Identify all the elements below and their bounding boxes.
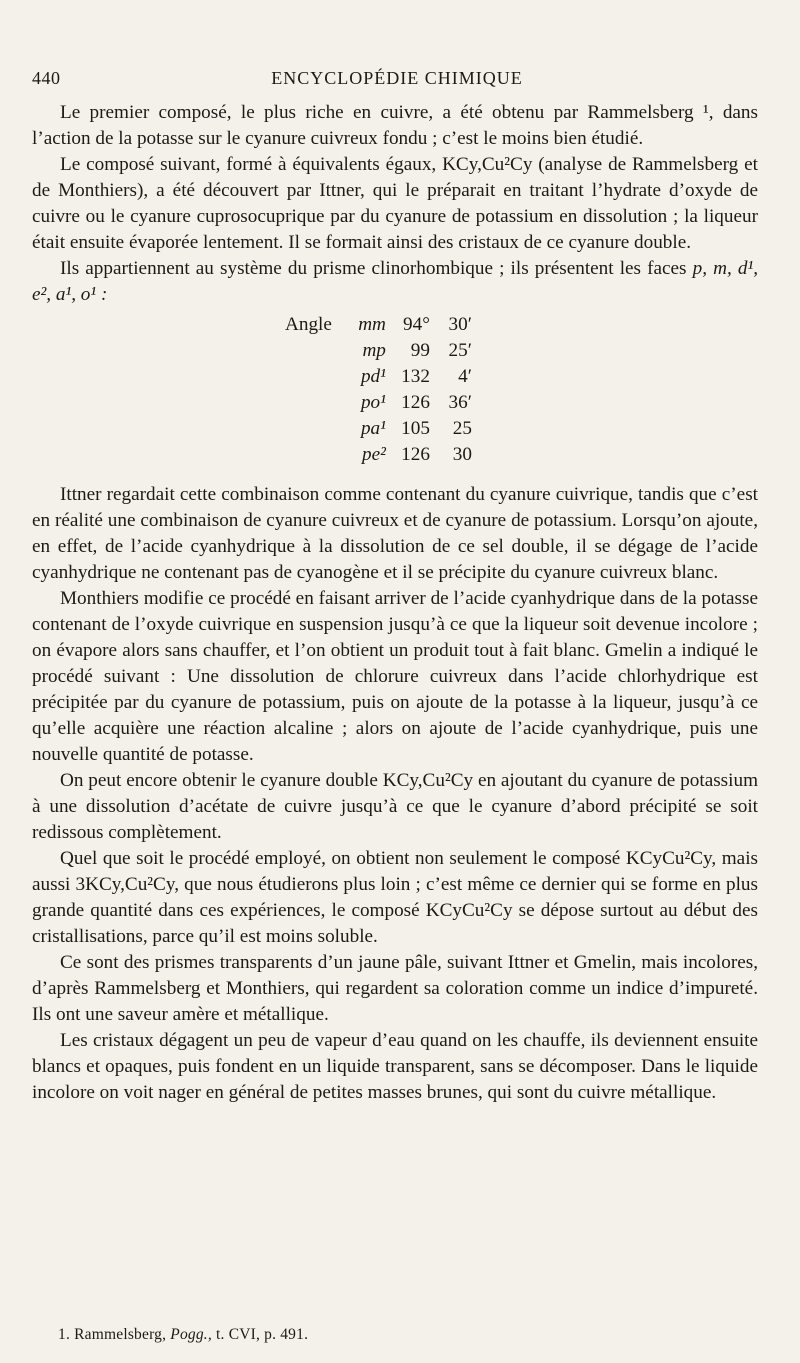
angle-degrees: 132: [401, 366, 430, 387]
angle-degrees: 105: [401, 418, 430, 439]
angle-face: pe²: [362, 444, 386, 465]
angle-face: mp: [362, 340, 386, 361]
angle-minutes: 25′: [448, 340, 472, 361]
running-header: [32, 68, 762, 94]
angle-label: [285, 390, 332, 416]
angle-label: [285, 338, 332, 364]
angle-row: [285, 338, 472, 364]
crystal-faces: p, m, d¹, e², a¹, o¹ :: [32, 258, 759, 305]
angle-row: [285, 312, 472, 338]
paragraph-3: [32, 256, 758, 308]
angle-degrees: 99: [410, 340, 430, 361]
angle-face: pd¹: [360, 366, 386, 387]
running-title: ENCYCLOPÉDIE CHIMIQUE: [271, 68, 523, 88]
angle-face: mm: [358, 314, 386, 335]
paragraph-2: Le composé suivant, formé à équivalents égaux, KCy,Cu²Cy (analyse de Rammelsberg et de Monthiers), a été découvert par Ittner, qui le préparait en traitant l’hydrate d’oxyde de cuivre ou le cyanure cuprosocuprique par du cyanure de potassium en dissolution ; la liqueur était ensuite évaporée lentement. Il se formait ainsi des cristaux de ce cyanure double.: [32, 154, 758, 253]
angle-minutes: 36′: [448, 392, 472, 413]
angle-minutes: 30: [452, 444, 472, 465]
paragraph-6: On peut encore obtenir le cyanure double KCy,Cu²Cy en ajoutant du cyanure de potassium à une dissolution d’acétate de cuivre jusqu’à ce que le cyanure d’abord précipité se soit redissous complètement.: [32, 770, 758, 843]
angle-row: [285, 416, 472, 442]
angle-degrees: 94°: [403, 314, 430, 335]
angle-degrees: 126: [401, 444, 430, 465]
footnote: [58, 1326, 308, 1344]
paragraph-1: Le premier composé, le plus riche en cuivre, a été obtenu par Rammelsberg ¹, dans l’action de la potasse sur le cyanure cuivreux fondu ; c’est le moins bien étudié.: [32, 102, 758, 149]
footnote-marker: 1.: [58, 1326, 71, 1343]
angle-minutes: 4′: [458, 366, 472, 387]
paragraph-9: Les cristaux dégagent un peu de vapeur d’eau quand on les chauffe, ils deviennent ensuite blancs et opaques, puis fondent en un liquide transparent, sans se décomposer. Dans le liquide incolore on voit nager en général de petites masses brunes, qui sont du cuivre métallique.: [32, 1030, 758, 1103]
angle-label: [285, 416, 332, 442]
body-text: [32, 100, 758, 1106]
footnote-journal: Pogg.,: [170, 1326, 212, 1343]
angle-face: po¹: [360, 392, 386, 413]
angle-table: [285, 312, 472, 468]
angle-label: Angle: [285, 314, 332, 335]
angle-label: [285, 442, 332, 468]
angle-degrees: 126: [401, 392, 430, 413]
angle-row: [285, 442, 472, 468]
angle-face: pa¹: [360, 418, 386, 439]
paragraph-7: Quel que soit le procédé employé, on obtient non seulement le composé KCyCu²Cy, mais aussi 3KCy,Cu²Cy, que nous étudierons plus loin ; c’est même ce dernier qui se forme en plus grande quantité dans ces expériences, le composé KCyCu²Cy se dépose surtout au début des cristallisations, parce qu’il est moins soluble.: [32, 848, 758, 947]
footnote-author: Rammelsberg,: [74, 1326, 167, 1343]
angle-row: [285, 364, 472, 390]
paragraph-3-text: Ils appartiennent au système du prisme clinorhombique ; ils présentent les faces: [60, 258, 687, 279]
paragraph-4: Ittner regardait cette combinaison comme contenant du cyanure cuivrique, tandis que c’est en réalité une combinaison de cyanure cuivreux et de cyanure de potassium. Lorsqu’on ajoute, en effet, de l’acide cyanhydrique à la dissolution de ce sel double, il se dégage de l’acide cyanhydrique ne contenant pas de cyanogène et il se précipite du cyanure cuivreux blanc.: [32, 484, 758, 583]
angle-row: [285, 390, 472, 416]
page-number: 440: [32, 68, 61, 88]
paragraph-8: Ce sont des prismes transparents d’un jaune pâle, suivant Ittner et Gmelin, mais incolores, d’après Rammelsberg et Monthiers, qui regardent sa coloration comme un indice d’impureté. Ils ont une saveur amère et métallique.: [32, 952, 758, 1025]
angle-label: [285, 364, 332, 390]
angle-minutes: 25: [452, 418, 472, 439]
angle-minutes: 30′: [448, 314, 472, 335]
footnote-reference: t. CVI, p. 491.: [216, 1326, 309, 1343]
paragraph-5: Monthiers modifie ce procédé en faisant arriver de l’acide cyanhydrique dans de la potasse contenant de l’oxyde cuivrique en suspension jusqu’à ce que la liqueur soit devenue incolore ; on évapore alors sans chauffer, et l’on obtient un produit tout à fait blanc. Gmelin a indiqué le procédé suivant : Une dissolution de chlorure cuivreux dans l’acide chlorhydrique est précipitée par du cyanure de potassium, puis on ajoute de la potasse à la liqueur, jusqu’à ce qu’elle acquière une réaction alcaline ; alors on ajoute de l’acide cyanhydrique, puis une nouvelle quantité de potasse.: [32, 588, 758, 765]
